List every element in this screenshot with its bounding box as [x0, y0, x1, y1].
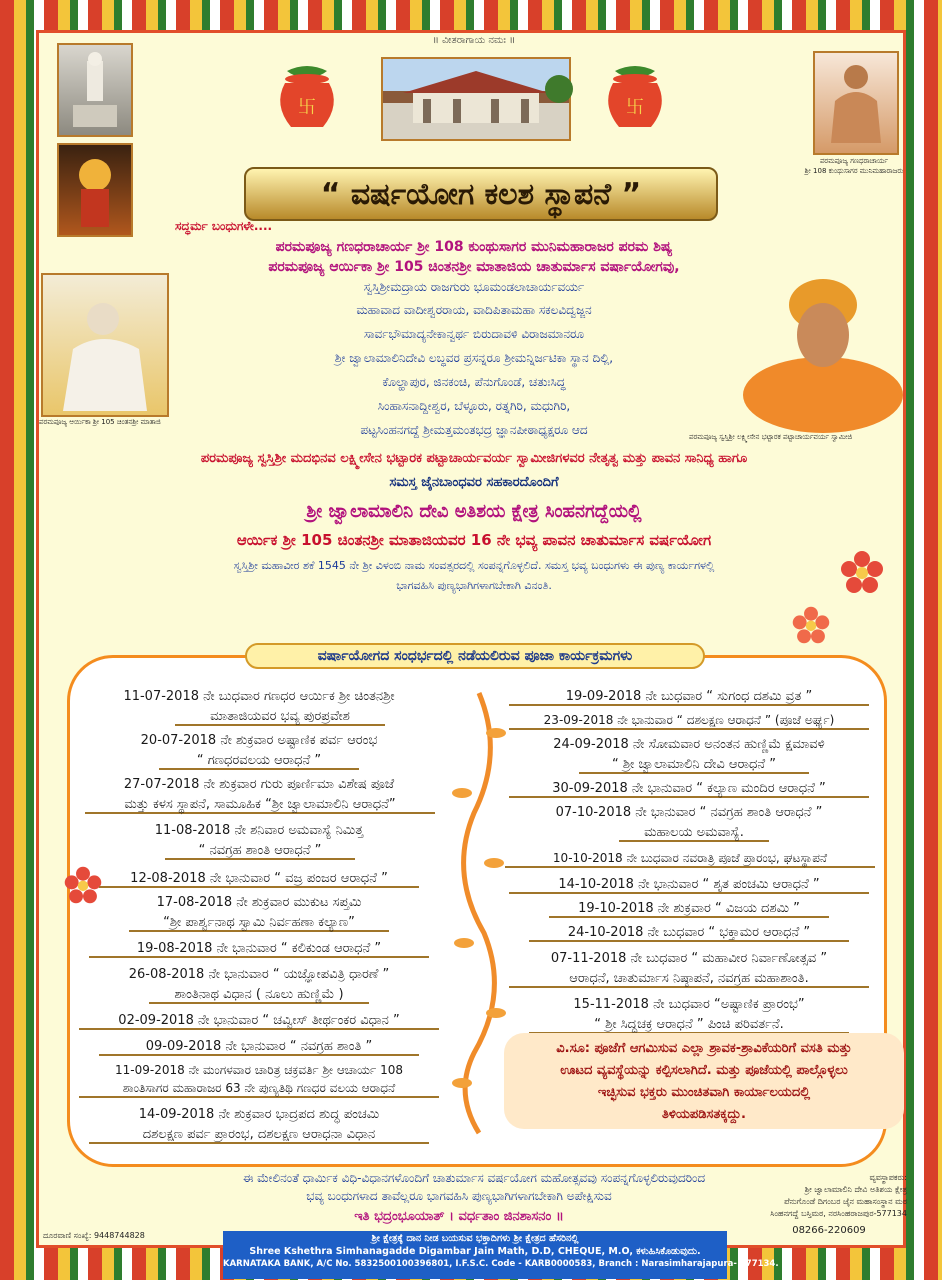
event-line: 02-09-2018 ನೇ ಭಾನುವಾರ “ ಚವ್ವೀಸ್ ತೀರ್ಥಂಕರ ವಿಧಾನ ” — [79, 1013, 439, 1030]
page-title: “ ವರ್ಷಯೋಗ ಕಲಶ ಸ್ಥಾಪನೆ ” — [244, 167, 718, 221]
greeting: ಸದ್ಧರ್ಮ ಬಂಧುಗಳೇ.... — [175, 219, 273, 233]
intro-line: ಪರಮಪೂಜ್ಯ ಗಣಧರಾಚಾರ್ಯ ಶ್ರೀ 108 ಕುಂಥುಸಾಗರ ಮುನಿಮಹಾರಾಜರ ಪರಮ ಶಿಷ್ಯ — [275, 239, 673, 255]
event-line: 19-10-2018 ನೇ ಶುಕ್ರವಾರ “ ವಿಜಯ ದಶಮಿ ” — [549, 901, 829, 918]
event-line: ಮಾತಾಜಿಯವರ ಭವ್ಯ ಪುರಪ್ರವೇಶ — [175, 709, 385, 726]
kalash-icon — [271, 65, 343, 135]
event-line: ಆರಾಧನೆ, ಚಾತುರ್ಮಾಸ ನಿಷ್ಠಾಪನೆ, ನವಗ್ರಹ ಮಹಾಶಾಂತಿ. — [509, 971, 869, 988]
event-line: 27-07-2018 ನೇ ಶುಕ್ರವಾರ ಗುರು ಪೂರ್ಣಿಮಾ ವಿಶೇಷ ಪೂಜೆ — [123, 777, 395, 792]
footer-line: ಶ್ರೀ ಕ್ಷೇತ್ರಕ್ಕೆ ದಾನ ನೀಡ ಬಯಸುವ ಭಕ್ತಾದಿಗಳು ಶ್ರೀ ಕ್ಷೇತ್ರದ ಹೆಸರಿನಲ್ಲಿ — [371, 1233, 579, 1244]
event-line: ಮಹಾಲಯ ಅಮವಾಸ್ಯೆ. — [619, 825, 769, 842]
event-line: “ ಶ್ರೀ ಜ್ವಾಲಾಮಾಲಿನಿ ದೇವಿ ಆರಾಧನೆ ” — [579, 757, 809, 774]
closing-line: ಭವ್ಯ ಬಂಧುಗಳಾದ ತಾವೆಲ್ಲರೂ ಭಾಗವಹಿಸಿ ಪುಣ್ಯಭಾಗಿಗಳಾಗಬೇಕಾಗಿ ಅಪೇಕ್ಷಿಸುವ — [306, 1189, 612, 1203]
event-line: 11-08-2018 ನೇ ಶನಿವಾರ ಅಮವಾಸ್ಯೆ ನಿಮಿತ್ತ — [154, 823, 364, 838]
event-line: “ ಗಣಧರವಲಯ ಆರಾಧನೆ ” — [159, 753, 359, 770]
guru-caption-2: ಶ್ರೀ 108 ಕುಂಥುಸಾಗರ ಮುನಿಮಹಾರಾಜರು — [804, 167, 904, 175]
contact-phone: ದೂರವಾಣಿ ಸಂಖ್ಯೆ: 9448744828 — [43, 1231, 145, 1240]
event-line: 10-10-2018 ನೇ ಬುಧವಾರ ನವರಾತ್ರಿ ಪೂಜೆ ಪ್ರಾರಂಭ, ಘಟಸ್ಥಾಪನೆ — [505, 851, 875, 868]
header-invocation: ॥ ವೀತರಾಗಾಯ ನಮಃ ॥ — [432, 35, 516, 46]
event-line: 09-09-2018 ನೇ ಭಾನುವಾರ “ ನವಗ್ರಹ ಶಾಂತಿ ” — [99, 1039, 419, 1056]
note-box — [504, 1033, 904, 1129]
kalash-icon — [599, 65, 671, 135]
mataji-caption: ಪರಮಪೂಜ್ಯ ಆರ್ಯಿಕಾ ಶ್ರೀ 105 ಚಿಂತನಶ್ರೀ ಮಾತಾಜಿ — [39, 418, 161, 426]
organizer-line: ಶ್ರೀ ಜ್ವಾಲಾಮಾಲಿನಿ ದೇವಿ ಅತಿಶಯ ಕ್ಷೇತ್ರ — [804, 1185, 907, 1194]
event-line: 23-09-2018 ನೇ ಭಾನುವಾರ “ ದಶಲಕ್ಷಣ ಆರಾಧನೆ ” (ಪೂಜೆ ಅರ್ಘ್ಯ) — [509, 713, 869, 730]
event-line: “ ನವಗ್ರಹ ಶಾಂತಿ ಆರಾಧನೆ ” — [165, 843, 355, 860]
organizer-line: ಸಿಂಹನಗದ್ದೆ ಬಸ್ತಿಮಠ, ನರಸಿಂಹರಾಜಪುರ-577134 — [770, 1209, 907, 1218]
intro-line: ಶ್ರೀ ಜ್ವಾಲಾಮಾಲಿನಿದೇವಿ ಲಬ್ಧವರ ಪ್ರಸನ್ನರೂ ಶ್ರೀಮನ್ನಿರ್ಜಟಿಕಾ ಸ್ಥಾನ ದಿಲ್ಲಿ, — [334, 351, 614, 365]
flower-icon — [791, 605, 831, 645]
main-line: ಆರ್ಯಿಕ ಶ್ರೀ 105 ಚಿಂತನಶ್ರೀ ಮಾತಾಜಿಯವರ 16 ನೇ ಭವ್ಯ ಪಾವನ ಚಾತುರ್ಮಾಸ ವರ್ಷಯೋಗ — [236, 531, 712, 549]
event-line: 07-10-2018 ನೇ ಭಾನುವಾರ “ ನವಗ್ರಹ ಶಾಂತಿ ಆರಾಧನೆ ” — [555, 805, 823, 820]
event-line: 11-09-2018 ನೇ ಮಂಗಳವಾರ ಚಾರಿತ್ರ ಚಕ್ರವರ್ತಿ ಶ್ರೀ ಆಚಾರ್ಯ 108 — [115, 1063, 403, 1077]
event-line: 11-07-2018 ನೇ ಬುಧವಾರ ಗಣಧರ ಆರ್ಯಿಕ ಶ್ರೀ ಚಿಂತನಶ್ರೀ — [123, 689, 395, 704]
footer-line: KARNATAKA BANK, A/C No. 5832500100396801, I.F.S.C. Code - KARB0000583, Branch : Narasimharajapura- 577134. — [223, 1259, 779, 1269]
organizer-label: ವ್ಯವಸ್ಥಾಪಕರು: — [869, 1173, 907, 1182]
svg-text:卐: 卐 — [298, 97, 316, 118]
goddess-photo — [57, 143, 133, 237]
event-line: 24-09-2018 ನೇ ಸೋಮವಾರ ಅನಂತನ ಹುಣ್ಣಿಮೆ ಕ್ಷಮಾವಳಿ — [553, 737, 825, 752]
intro-line: ಪಟ್ಟಸಿಂಹನಗದ್ದೆ ಶ್ರೀಮತ್ತಮಂತಭದ್ರ ಜ್ಞಾನಪೀಠಾಧ್ಯಕ್ಷರೂ ಆದ — [360, 423, 588, 437]
event-line: 12-08-2018 ನೇ ಭಾನುವಾರ “ ವಜ್ರ ಪಂಜರ ಆರಾಧನೆ ” — [99, 871, 419, 888]
footer-line: Shree Kshethra Simhanagadde Digambar Jain Math, D.D, CHEQUE, M.O, ಕಳುಹಿಸಿಕೊಡುವುದು. — [249, 1246, 701, 1257]
event-line: ಶಾಂತಿನಾಥ ವಿಧಾನ ( ನೂಲು ಹುಣ್ಣಿಮೆ ) — [149, 987, 369, 1004]
main-line: ಸಮಸ್ತ ಜೈನಬಾಂಧವರ ಸಹಕಾರದೊಂದಿಗೆ — [389, 475, 559, 490]
event-line: 14-09-2018 ನೇ ಶುಕ್ರವಾರ ಭಾದ್ರಪದ ಶುದ್ಧ ಪಂಚಮಿ — [138, 1107, 380, 1122]
flower-icon — [839, 549, 885, 595]
event-line: 07-11-2018 ನೇ ಬುಧವಾರ “ ಮಹಾವೀರ ನಿರ್ವಾಣೋತ್ಸವ ” — [550, 951, 828, 966]
idol-photo — [57, 43, 133, 137]
main-line: ಸ್ವಸ್ತಿಶ್ರೀ ಮಹಾವೀರ ಶಕೆ 1545 ನೇ ಶ್ರೀ ವಿಳಂಬಿ ನಾಮ ಸಂವತ್ಸರದಲ್ಲಿ ಸಂಪನ್ನಗೊಳ್ಳಲಿದೆ. ಸಮಸ್ತ ಭವ್ಯ ಬಂಧುಗಳು ಈ ಪುಣ್ಯ ಕಾರ್ಯಗಳಲ್ಲಿ — [233, 559, 715, 572]
event-line: 14-10-2018 ನೇ ಭಾನುವಾರ “ ಶೃತ ಪಂಚಮಿ ಆರಾಧನೆ ” — [509, 877, 869, 894]
event-line: 26-08-2018 ನೇ ಭಾನುವಾರ “ ಯಜ್ಞೋಪವಿತ್ರಿ ಧಾರಣೆ ” — [128, 967, 390, 982]
invitation-card — [36, 30, 907, 1269]
main-line: ಪರಮಪೂಜ್ಯ ಸ್ವಸ್ತಿಶ್ರೀ ಮದಭಿನವ ಲಕ್ಷ್ಮೀಸೇನ ಭಟ್ಟಾರಕ ಪಟ್ಟಾಚಾರ್ಯವರ್ಯ ಸ್ವಾಮೀಜಿಗಳವರ ನೇತೃತ್ವ ಮತ್ತು ಪಾವನ ಸಾನಿಧ್ಯ ಹಾಗೂ — [200, 451, 748, 466]
organizer-phone: 08266-220609 — [792, 1225, 866, 1236]
event-line: 24-10-2018 ನೇ ಬುಧವಾರ “ ಭಕ್ತಾಮರ ಆರಾಧನೆ ” — [529, 925, 849, 942]
event-line: “ ಶ್ರೀ ಸಿದ್ಧಚಕ್ರ ಆರಾಧನೆ ” ಪಿಂಚಿ ಪರಿವರ್ತನೆ. — [529, 1017, 849, 1034]
guru-caption-1: ಪರಮಪೂಜ್ಯ ಗಣಧರಾಚಾರ್ಯ — [819, 157, 889, 165]
temple-photo — [381, 57, 571, 141]
organizer-line: ಪೆನುಗೊಂಡೆ ದಿಗಂಬರ ಜೈನ ಮಹಾಸಂಸ್ಥಾನ ಮಠ — [784, 1197, 907, 1206]
intro-line: ಸ್ವಸ್ತಿಶ್ರೀಮದ್ರಾಯ ರಾಜಗುರು ಭೂಮಂಡಲಾಚಾರ್ಯವರ್ಯ — [363, 280, 585, 294]
event-line: 20-07-2018 ನೇ ಶುಕ್ರವಾರ ಅಷ್ಟಾಣಿಕ ಪರ್ವ ಆರಂಭ — [140, 733, 378, 748]
intro-line: ಮಹಾವಾದ ವಾದೀಶ್ವರರಾಯ, ವಾದಿಪಿತಾಮಹಾ ಸಕಲವಿದ್ವಜ್ಜನ — [356, 303, 592, 317]
intro-line: ಸಿಂಹಾಸನಾದ್ದೀಶ್ವರ, ಬೆಳ್ಳೂರು, ರತ್ನಗಿರಿ, ಮಧುಗಿರಿ, — [377, 399, 571, 413]
note-line: ಇಚ್ಛಿಸುವ ಭಕ್ತರು ಮುಂಚಿತವಾಗಿ ಕಾರ್ಯಾಲಯದಲ್ಲಿ — [597, 1085, 811, 1100]
event-line: “ಶ್ರೀ ಪಾರ್ಶ್ವನಾಥ ಸ್ವಾಮಿ ನಿರ್ವಹಣಾ ಕಲ್ಯಾಣ” — [129, 915, 389, 932]
main-line: ಭಾಗವಹಿಸಿ ಪುಣ್ಯಭಾಗಿಗಳಾಗಬೇಕಾಗಿ ವಿನಂತಿ. — [396, 579, 552, 592]
event-line: ಶಾಂತಿಸಾಗರ ಮಹಾರಾಜರ 63 ನೇ ಪುಣ್ಯತಿಥಿ ಗಣಧರ ವಲಯ ಆರಾಧನೆ — [79, 1081, 439, 1098]
event-line: 19-09-2018 ನೇ ಬುಧವಾರ “ ಸುಗಂಧ ದಶಮಿ ವ್ರತ ” — [509, 689, 869, 706]
event-line: ದಶಲಕ್ಷಣ ಪರ್ವ ಪ್ರಾರಂಭ, ದಶಲಕ್ಷಣ ಆರಾಧನಾ ವಿಧಾನ — [89, 1127, 429, 1144]
intro-line: ಪರಮಪೂಜ್ಯ ಆರ್ಯಿಕಾ ಶ್ರೀ 105 ಚಿಂತನಶ್ರೀ ಮಾತಾಜಿಯ ಚಾತುರ್ಮಾಸ ವರ್ಷಾಯೋಗವು, — [268, 259, 680, 275]
event-line: ಮತ್ತು ಕಳಸ ಸ್ಥಾಪನೆ, ಸಾಮೂಹಿಕ “ಶ್ರೀ ಜ್ವಾಲಾಮಾಲಿನಿ ಆರಾಧನೆ” — [85, 797, 435, 814]
guru-photo — [813, 51, 899, 155]
swamiji-caption: ಪರಮಪೂಜ್ಯ ಸ್ವಸ್ತಿಶ್ರೀ ಲಕ್ಷ್ಮೀಸೇನ ಭಟ್ಟಾರಕ ಪಟ್ಟಾಚಾರ್ಯವರ್ಯ ಸ್ವಾಮೀಜಿ — [689, 433, 853, 441]
event-line: 15-11-2018 ನೇ ಬುಧವಾರ “ಅಷ್ಟಾಣಿಕ ಪ್ರಾರಂಭ” — [573, 997, 805, 1012]
svg-text:卐: 卐 — [626, 97, 644, 118]
program-title: ವರ್ಷಾಯೋಗದ ಸಂಧರ್ಭದಲ್ಲಿ ನಡೆಯಲಿರುವ ಪೂಜಾ ಕಾರ್ಯಕ್ರಮಗಳು — [245, 643, 705, 669]
note-line: ವಿ.ಸೂ: ಪೂಜೆಗೆ ಆಗಮಿಸುವ ಎಲ್ಲಾ ಶ್ರಾವಕ-ಶ್ರಾವಿಕೆಯರಿಗೆ ವಸತಿ ಮತ್ತು — [556, 1041, 852, 1056]
note-line: ಊಟದ ವ್ಯವಸ್ಥೆಯನ್ನು ಕಲ್ಪಿಸಲಾಗಿದೆ. ಮತ್ತು ಪೂಜೆಯಲ್ಲಿ ಪಾಲ್ಗೊಳ್ಳಲು — [560, 1063, 848, 1078]
bank-footer — [223, 1231, 779, 1279]
intro-line: ಸಾರ್ವಭೌಮಾದ್ಯನೇಕಾನ್ವರ್ಥ ಬಿರುದಾವಳಿ ವಿರಾಜಮಾನರೂ — [363, 327, 585, 341]
closing-line: ಈ ಮೇಲಿನಂತೆ ಧಾರ್ಮಿಕ ವಿಧಿ-ವಿಧಾನಗಳೊಂದಿಗೆ ಚಾತುರ್ಮಾಸ ವರ್ಷಯೋಗ ಮಹೋತ್ಸವವು ಸಂಪನ್ನಗೊಳ್ಳಲಿರುವುದರಿಂದ — [242, 1171, 706, 1185]
intro-line: ಕೊಲ್ಹಾಪುರ, ಜಿನಕಂಚಿ, ಪೆನುಗೊಂಡೆ, ಚತುಃಸಿದ್ಧ — [382, 375, 566, 389]
event-line: 17-08-2018 ನೇ ಶುಕ್ರವಾರ ಮುಕುಟ ಸಪ್ತಮಿ — [156, 895, 362, 910]
main-line: ಶ್ರೀ ಜ್ವಾಲಾಮಾಲಿನಿ ದೇವಿ ಅತಿಶಯ ಕ್ಷೇತ್ರ ಸಿಂಹನಗದ್ದೆಯಲ್ಲಿ — [306, 501, 642, 522]
closing-line: ಇತಿ ಭದ್ರಂಭೂಯಾತ್ । ವರ್ಧತಾಂ ಜಿನಶಾಸನಂ ॥ — [354, 1209, 564, 1224]
note-line: ತಿಳಿಯಪಡಿಸತಕ್ಕದ್ದು. — [662, 1107, 746, 1122]
event-line: 19-08-2018 ನೇ ಭಾನುವಾರ “ ಕಲಿಕುಂಡ ಆರಾಧನೆ ” — [89, 941, 429, 958]
event-line: 30-09-2018 ನೇ ಭಾನುವಾರ “ ಕಲ್ಯಾಣ ಮಂದಿರ ಆರಾಧನೆ ” — [509, 781, 869, 798]
